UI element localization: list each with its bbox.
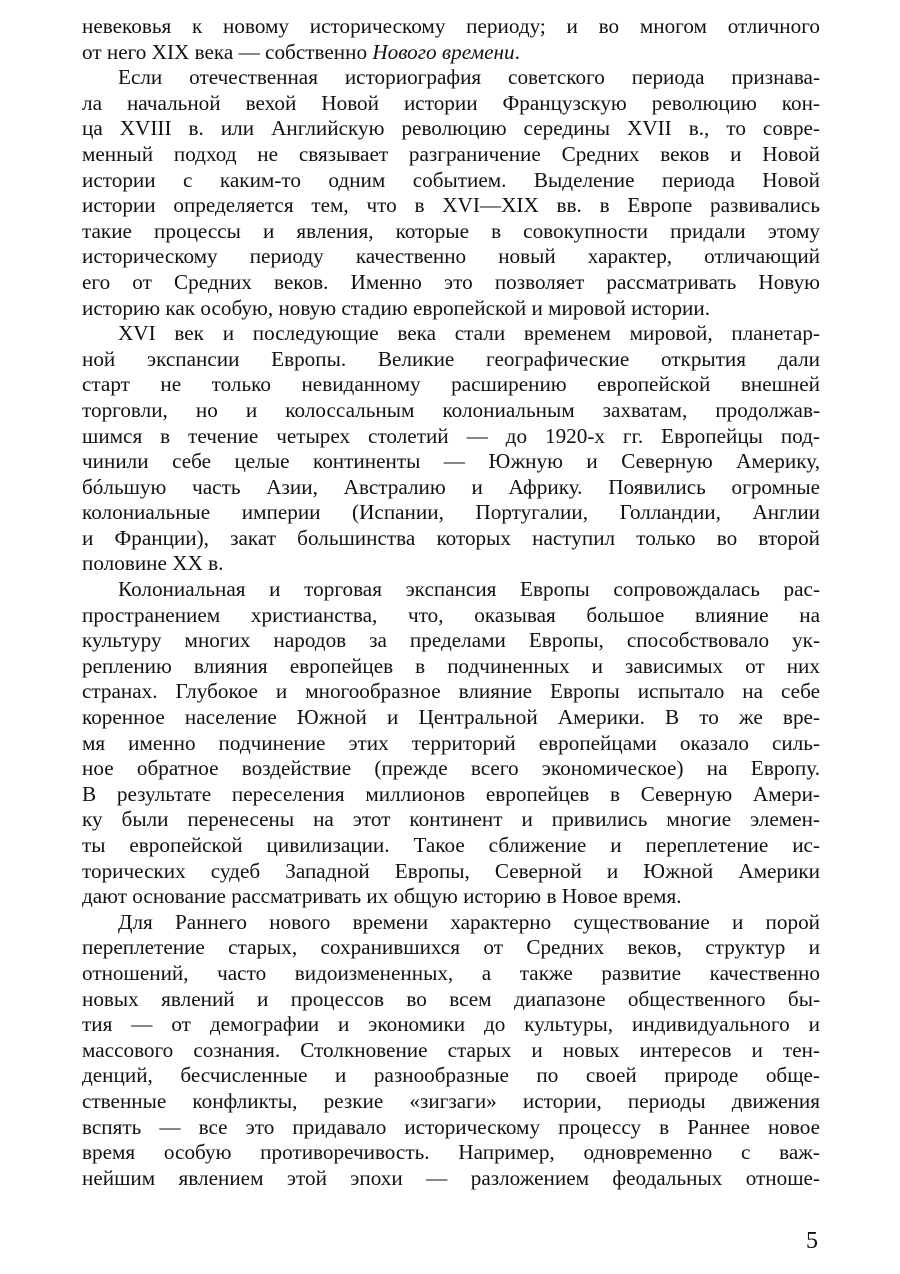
text-line: старт не только невиданному расширению европейской внешней: [82, 372, 820, 397]
text-line: ла начальной вехой Новой истории Французскую революцию кон-: [82, 90, 820, 115]
text-line: шимся в течение четырех столетий — до 1920-х гг. Европейцы под-: [82, 423, 820, 448]
text-line: реплению влияния европейцев в подчиненных и зависимых от них: [82, 653, 820, 678]
text-line: [82, 40, 820, 66]
text-line: XVI век и последующие века стали временем мировой, планетар-: [118, 321, 820, 346]
text-line: такие процессы и явления, которые в совокупности придали этому: [82, 218, 820, 243]
paragraph-continuation: [82, 14, 820, 65]
text-line: торических судеб Западной Европы, Северной и Южной Америки: [82, 858, 820, 883]
text-line: ное обратное воздействие (прежде всего экономическое) на Европу.: [82, 756, 820, 781]
text-line: время особую противоречивость. Например, одновременно с важ-: [82, 1140, 820, 1165]
book-page-text: [82, 14, 820, 1191]
text-line: Если отечественная историография советского периода признава-: [118, 65, 820, 90]
text-line: историческому периоду качественно новый характер, отличающий: [82, 244, 820, 269]
text-line: истории определяется тем, что в XVI—XIX вв. в Европе развивались: [82, 193, 820, 218]
paragraph-expansion: [82, 321, 820, 577]
text-line: половине XX в.: [82, 551, 224, 576]
text-line: ственные конфликты, резкие «зигзаги» истории, периоды движения: [82, 1088, 820, 1113]
text-line: ной экспансии Европы. Великие географические открытия дали: [82, 346, 820, 371]
text-line: ку были перенесены на этот континент и привились многие элемен-: [82, 807, 820, 832]
text-line: тия — от демографии и экономики до культуры, индивидуального и: [82, 1012, 820, 1037]
text-line: денций, бесчисленные и разнообразные по своей природе обще-: [82, 1063, 820, 1088]
text-line: чинили себе целые континенты — Южную и Северную Америку,: [82, 449, 820, 474]
text-line: историю как особую, новую стадию европейской и мировой истории.: [82, 295, 711, 320]
text-line: коренное население Южной и Центральной Америки. В то же вре-: [82, 705, 820, 730]
text-line: Колониальная и торговая экспансия Европы сопровождалась рас-: [118, 577, 820, 602]
paragraph-early-modern: [82, 910, 820, 1192]
text-line: его от Средних веков. Именно это позволяет рассматривать Новую: [82, 269, 820, 294]
text-line: и Франции), закат большинства которых наступил только во второй: [82, 525, 820, 550]
text-line: странах. Глубокое и многообразное влияние Европы испытало на себе: [82, 679, 820, 704]
text-line: культуру многих народов за пределами Европы, способствовало ук-: [82, 628, 820, 653]
text-line: отношений, часто видоизмененных, а также развитие качественно: [82, 960, 820, 985]
paragraph-historiography: [82, 65, 820, 321]
text-line-start: от него XIX века — собственно: [82, 39, 373, 64]
text-line: вспять — все это придавало историческому процессу в Раннее новое: [82, 1114, 820, 1139]
text-line: менный подход не связывает разграничение Средних веков и Новой: [82, 141, 820, 166]
text-line: торговли, но и колоссальным колониальным захватам, продолжав-: [82, 397, 820, 422]
text-line: массового сознания. Столкновение старых и новых интересов и тен-: [82, 1037, 820, 1062]
text-line: пространением христианства, что, оказывая большое влияние на: [82, 602, 820, 627]
text-line-end: .: [514, 39, 520, 64]
text-line: дают основание рассматривать их общую историю в Новое время.: [82, 884, 682, 909]
paragraph-colonial: [82, 577, 820, 910]
text-line: мя именно подчинение этих территорий европейцами оказало силь-: [82, 730, 820, 755]
text-line: нейшим явлением этой эпохи — разложением феодальных отноше-: [82, 1165, 820, 1190]
text-line: новых явлений и процессов во всем диапазоне общественного бы-: [82, 986, 820, 1011]
text-line: ца XVIII в. или Английскую революцию середины XVII в., то совре-: [82, 116, 820, 141]
text-line: ты европейской цивилизации. Такое сближение и переплетение ис-: [82, 833, 820, 857]
text-line: бóльшую часть Азии, Австралию и Африку. Появились огромные: [82, 474, 820, 499]
text-line: истории с каким-то одним событием. Выделение периода Новой: [82, 167, 820, 192]
text-line: невековья к новому историческому периоду; и во многом отличного: [82, 14, 820, 38]
text-line: колониальные империи (Испании, Португалии, Голландии, Англии: [82, 500, 820, 525]
page-number: 5: [806, 1228, 818, 1254]
text-line: Для Раннего нового времени характерно существование и порой: [118, 909, 820, 934]
text-line: переплетение старых, сохранившихся от Средних веков, структур и: [82, 935, 820, 960]
italic-term-new-time: Нового времени: [372, 39, 515, 64]
text-line: В результате переселения миллионов европейцев в Северную Амери-: [82, 781, 820, 806]
